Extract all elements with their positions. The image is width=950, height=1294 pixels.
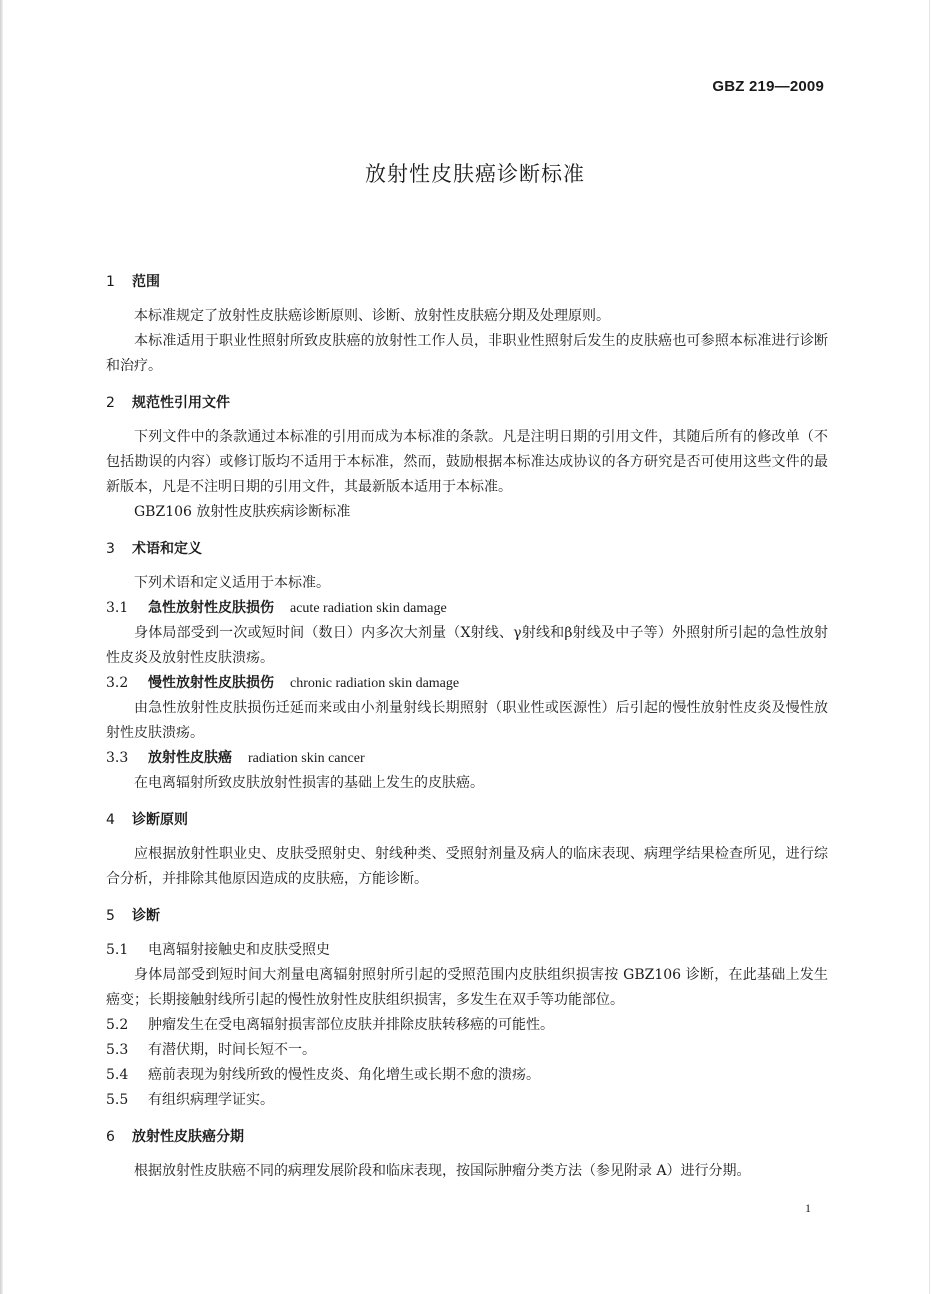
clause-text: 癌前表现为射线所致的慢性皮炎、角化增生或长期不愈的溃疡。: [148, 1067, 540, 1083]
section-2-heading: [106, 391, 828, 416]
page-number: 1: [805, 1201, 811, 1215]
clause-number: 3.2: [106, 675, 129, 691]
clause-number: 5.5: [106, 1092, 129, 1108]
term-3-1: [106, 596, 828, 621]
term-en: radiation skin cancer: [248, 751, 365, 766]
clause-5-1: [106, 938, 828, 963]
term-3-2: [106, 671, 828, 696]
section-5-heading: [106, 904, 828, 929]
clause-text: 肿瘤发生在受电离辐射损害部位皮肤并排除皮肤转移癌的可能性。: [148, 1017, 554, 1033]
clause-text: 有潜伏期，时间长短不一。: [148, 1042, 316, 1058]
paragraph: 本标准适用于职业性照射所致皮肤癌的放射性工作人员，非职业性照射后发生的皮肤癌也可参照本标准进行诊断和治疗。: [106, 333, 828, 374]
clause-5-2: [106, 1013, 828, 1038]
scan-edge-left: [0, 0, 3, 1294]
section-number: 1: [106, 274, 115, 290]
section-number: 4: [106, 812, 115, 828]
paragraph: 本标准规定了放射性皮肤癌诊断原则、诊断、放射性皮肤癌分期及处理原则。: [134, 308, 610, 324]
clause-text: 电离辐射接触史和皮肤受照史: [148, 942, 330, 958]
section-3-heading: [106, 537, 828, 562]
document-title: 放射性皮肤癌诊断标准: [365, 162, 585, 186]
clause-number: 5.1: [106, 942, 129, 958]
clause-text: 有组织病理学证实。: [148, 1092, 274, 1108]
clause-number: 5.2: [106, 1017, 129, 1033]
term-definition: 在电离辐射所致皮肤放射性损害的基础上发生的皮肤癌。: [134, 775, 484, 791]
scan-edge-right: [929, 0, 930, 1294]
paragraph: 身体局部受到短时间大剂量电离辐射照射所引起的受照范围内皮肤组织损害按 GBZ106 诊断，在此基础上发生癌变；长期接触射线所引起的慢性放射性皮肤组织损害，多发生在双手等功能部位。: [106, 967, 828, 1008]
clause-number: 3.3: [106, 750, 129, 766]
clause-5-4: [106, 1063, 828, 1088]
paragraph: 应根据放射性职业史、皮肤受照射史、射线种类、受照射剂量及病人的临床表现、病理学结果检查所见，进行综合分析，并排除其他原因造成的皮肤癌，方能诊断。: [106, 846, 828, 887]
section-title: 诊断原则: [132, 812, 188, 828]
section-title: 范围: [132, 274, 160, 290]
clause-number: 5.4: [106, 1067, 129, 1083]
term-definition: 由急性放射性皮肤损伤迁延而来或由小剂量射线长期照射（职业性或医源性）后引起的慢性放射性皮炎及慢性放射性皮肤溃疡。: [106, 700, 828, 741]
term-zh: 慢性放射性皮肤损伤: [148, 675, 274, 691]
paragraph: 下列文件中的条款通过本标准的引用而成为本标准的条款。凡是注明日期的引用文件，其随后所有的修改单（不包括勘误的内容）或修订版均不适用于本标准，然而，鼓励根据本标准达成协议的各方研究是否可使用这些文件的最新版本，凡是不注明日期的引用文件，其最新版本适用于本标准。: [106, 429, 828, 495]
term-en: acute radiation skin damage: [290, 601, 447, 616]
section-6-heading: [106, 1125, 828, 1150]
clause-5-5: [106, 1088, 828, 1113]
paragraph: 下列术语和定义适用于本标准。: [134, 575, 330, 591]
section-4-heading: [106, 808, 828, 833]
section-title: 规范性引用文件: [132, 395, 230, 411]
section-number: 6: [106, 1129, 115, 1145]
document-body: [106, 258, 828, 1184]
clause-5-3: [106, 1038, 828, 1063]
section-title: 诊断: [132, 908, 160, 924]
section-number: 5: [106, 908, 115, 924]
term-en: chronic radiation skin damage: [290, 676, 460, 691]
clause-number: 3.1: [106, 600, 129, 616]
term-3-3: [106, 746, 828, 771]
standard-code: GBZ 219—2009: [712, 78, 824, 95]
section-number: 3: [106, 541, 115, 557]
section-1-heading: [106, 270, 828, 295]
term-zh: 放射性皮肤癌: [148, 750, 232, 766]
paragraph: 根据放射性皮肤癌不同的病理发展阶段和临床表现，按国际肿瘤分类方法（参见附录 A）进行分期。: [134, 1163, 751, 1179]
term-zh: 急性放射性皮肤损伤: [148, 600, 274, 616]
section-title: 术语和定义: [132, 541, 202, 557]
section-number: 2: [106, 395, 115, 411]
term-definition: 身体局部受到一次或短时间（数日）内多次大剂量（X射线、γ射线和β射线及中子等）外照射所引起的急性放射性皮炎及放射性皮肤溃疡。: [106, 625, 828, 666]
section-title: 放射性皮肤癌分期: [132, 1129, 244, 1145]
clause-number: 5.3: [106, 1042, 129, 1058]
referenced-standard: GBZ106 放射性皮肤疾病诊断标准: [134, 504, 351, 520]
